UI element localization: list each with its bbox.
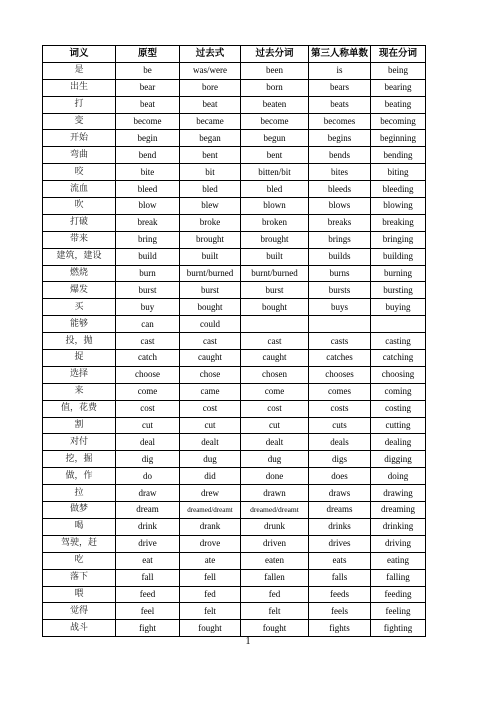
past-tense-cell: caught [180, 350, 241, 367]
meaning-cell: 战斗 [43, 620, 116, 637]
meaning-cell: 喂 [43, 586, 116, 603]
third-person-cell [309, 316, 371, 333]
present-participle-cell: feeling [371, 603, 426, 620]
past-participle-cell [241, 316, 309, 333]
table-header-row [43, 46, 426, 63]
meaning-cell: 咬 [43, 164, 116, 181]
past-tense-cell: drove [180, 535, 241, 552]
past-participle-cell: built [241, 248, 309, 265]
header-present-participle: 现在分词 [371, 46, 426, 63]
past-tense-cell: cut [180, 417, 241, 434]
past-participle-cell: burst [241, 282, 309, 299]
past-tense-cell: bore [180, 79, 241, 96]
meaning-cell: 是 [43, 62, 116, 79]
base-form-cell: bear [116, 79, 180, 96]
present-participle-cell: eating [371, 552, 426, 569]
meaning-cell: 捉 [43, 350, 116, 367]
table-row [43, 265, 426, 282]
present-participle-cell: catching [371, 350, 426, 367]
table-row [43, 316, 426, 333]
base-form-cell: fight [116, 620, 180, 637]
past-tense-cell: blew [180, 198, 241, 215]
third-person-cell: eats [309, 552, 371, 569]
present-participle-cell: bleeding [371, 181, 426, 198]
base-form-cell: dream [116, 502, 180, 519]
present-participle-cell: drawing [371, 485, 426, 502]
past-participle-cell: bent [241, 147, 309, 164]
table-row [43, 62, 426, 79]
meaning-cell: 落下 [43, 569, 116, 586]
header-meaning: 词义 [43, 46, 116, 63]
past-participle-cell: drunk [241, 518, 309, 535]
past-participle-cell: beaten [241, 96, 309, 113]
past-participle-cell: fallen [241, 569, 309, 586]
third-person-cell: digs [309, 451, 371, 468]
present-participle-cell: bursting [371, 282, 426, 299]
past-tense-cell: burnt/burned [180, 265, 241, 282]
past-participle-cell: felt [241, 603, 309, 620]
past-participle-cell: bled [241, 181, 309, 198]
past-tense-cell: drank [180, 518, 241, 535]
table-row [43, 350, 426, 367]
table-row [43, 518, 426, 535]
past-tense-cell: burst [180, 282, 241, 299]
base-form-cell: bring [116, 231, 180, 248]
past-tense-cell: fed [180, 586, 241, 603]
present-participle-cell: cutting [371, 417, 426, 434]
table-row [43, 535, 426, 552]
past-tense-cell: bit [180, 164, 241, 181]
past-participle-cell: cast [241, 333, 309, 350]
meaning-cell: 值，花费 [43, 400, 116, 417]
base-form-cell: can [116, 316, 180, 333]
meaning-cell: 买 [43, 299, 116, 316]
base-form-cell: catch [116, 350, 180, 367]
present-participle-cell: dreaming [371, 502, 426, 519]
third-person-cell: cuts [309, 417, 371, 434]
third-person-cell: feeds [309, 586, 371, 603]
present-participle-cell: becoming [371, 113, 426, 130]
base-form-cell: feel [116, 603, 180, 620]
base-form-cell: cost [116, 400, 180, 417]
past-tense-cell: fell [180, 569, 241, 586]
present-participle-cell: casting [371, 333, 426, 350]
meaning-cell: 觉得 [43, 603, 116, 620]
base-form-cell: bend [116, 147, 180, 164]
third-person-cell: draws [309, 485, 371, 502]
past-tense-cell: fought [180, 620, 241, 637]
third-person-cell: beats [309, 96, 371, 113]
present-participle-cell: biting [371, 164, 426, 181]
past-tense-cell: bent [180, 147, 241, 164]
table-row [43, 79, 426, 96]
third-person-cell: bursts [309, 282, 371, 299]
irregular-verb-table [42, 45, 426, 637]
meaning-cell: 建筑，建设 [43, 248, 116, 265]
table-row [43, 502, 426, 519]
base-form-cell: fall [116, 569, 180, 586]
present-participle-cell: fighting [371, 620, 426, 637]
third-person-cell: casts [309, 333, 371, 350]
meaning-cell: 能够 [43, 316, 116, 333]
third-person-cell: deals [309, 434, 371, 451]
meaning-cell: 打 [43, 96, 116, 113]
meaning-cell: 喝 [43, 518, 116, 535]
third-person-cell: bites [309, 164, 371, 181]
meaning-cell: 来 [43, 383, 116, 400]
table-row [43, 147, 426, 164]
past-tense-cell: dreamed/dreamt [180, 502, 241, 519]
past-participle-cell: become [241, 113, 309, 130]
meaning-cell: 拉 [43, 485, 116, 502]
table-row [43, 231, 426, 248]
present-participle-cell: bearing [371, 79, 426, 96]
table-row [43, 299, 426, 316]
present-participle-cell: bending [371, 147, 426, 164]
present-participle-cell: bringing [371, 231, 426, 248]
base-form-cell: burst [116, 282, 180, 299]
present-participle-cell: beginning [371, 130, 426, 147]
base-form-cell: blow [116, 198, 180, 215]
third-person-cell: buys [309, 299, 371, 316]
present-participle-cell: being [371, 62, 426, 79]
base-form-cell: cast [116, 333, 180, 350]
past-participle-cell: broken [241, 214, 309, 231]
base-form-cell: be [116, 62, 180, 79]
table-row [43, 569, 426, 586]
past-participle-cell: driven [241, 535, 309, 552]
third-person-cell: bends [309, 147, 371, 164]
present-participle-cell: drinking [371, 518, 426, 535]
third-person-cell: breaks [309, 214, 371, 231]
meaning-cell: 变 [43, 113, 116, 130]
past-tense-cell: dug [180, 451, 241, 468]
present-participle-cell: blowing [371, 198, 426, 215]
header-third-person-singular: 第三人称单数 [309, 46, 371, 63]
third-person-cell: falls [309, 569, 371, 586]
meaning-cell: 割 [43, 417, 116, 434]
third-person-cell: becomes [309, 113, 371, 130]
past-participle-cell: dug [241, 451, 309, 468]
third-person-cell: bleeds [309, 181, 371, 198]
base-form-cell: drive [116, 535, 180, 552]
third-person-cell: brings [309, 231, 371, 248]
past-tense-cell: came [180, 383, 241, 400]
table-row [43, 603, 426, 620]
meaning-cell: 出生 [43, 79, 116, 96]
meaning-cell: 开始 [43, 130, 116, 147]
past-participle-cell: been [241, 62, 309, 79]
past-participle-cell: come [241, 383, 309, 400]
table-row [43, 451, 426, 468]
meaning-cell: 对付 [43, 434, 116, 451]
past-participle-cell: dealt [241, 434, 309, 451]
third-person-cell: begins [309, 130, 371, 147]
table-row [43, 181, 426, 198]
meaning-cell: 燃烧 [43, 265, 116, 282]
past-tense-cell: broke [180, 214, 241, 231]
meaning-cell: 做梦 [43, 502, 116, 519]
past-tense-cell: bought [180, 299, 241, 316]
present-participle-cell: dealing [371, 434, 426, 451]
meaning-cell: 投，抛 [43, 333, 116, 350]
past-participle-cell: done [241, 468, 309, 485]
meaning-cell: 弯曲 [43, 147, 116, 164]
past-tense-cell: beat [180, 96, 241, 113]
past-tense-cell: felt [180, 603, 241, 620]
third-person-cell: comes [309, 383, 371, 400]
past-participle-cell: burnt/burned [241, 265, 309, 282]
past-participle-cell: fought [241, 620, 309, 637]
third-person-cell: feels [309, 603, 371, 620]
base-form-cell: do [116, 468, 180, 485]
base-form-cell: beat [116, 96, 180, 113]
base-form-cell: buy [116, 299, 180, 316]
table-row [43, 620, 426, 637]
past-tense-cell: bled [180, 181, 241, 198]
past-tense-cell: cast [180, 333, 241, 350]
table-row [43, 366, 426, 383]
present-participle-cell: feeding [371, 586, 426, 603]
past-participle-cell: caught [241, 350, 309, 367]
present-participle-cell: burning [371, 265, 426, 282]
base-form-cell: come [116, 383, 180, 400]
header-past-participle: 过去分词 [241, 46, 309, 63]
past-tense-cell: ate [180, 552, 241, 569]
past-tense-cell: could [180, 316, 241, 333]
past-participle-cell: dreamed/dreamt [241, 502, 309, 519]
base-form-cell: cut [116, 417, 180, 434]
present-participle-cell: digging [371, 451, 426, 468]
base-form-cell: burn [116, 265, 180, 282]
third-person-cell: is [309, 62, 371, 79]
base-form-cell: dig [116, 451, 180, 468]
past-participle-cell: bitten/bit [241, 164, 309, 181]
table-row [43, 485, 426, 502]
third-person-cell: fights [309, 620, 371, 637]
past-participle-cell: fed [241, 586, 309, 603]
past-tense-cell: did [180, 468, 241, 485]
past-tense-cell: began [180, 130, 241, 147]
base-form-cell: choose [116, 366, 180, 383]
past-participle-cell: brought [241, 231, 309, 248]
meaning-cell: 挖，掘 [43, 451, 116, 468]
present-participle-cell: choosing [371, 366, 426, 383]
present-participle-cell: building [371, 248, 426, 265]
page-number: 1 [245, 636, 251, 647]
meaning-cell: 打破 [43, 214, 116, 231]
table-row [43, 434, 426, 451]
table-row [43, 214, 426, 231]
table-row [43, 248, 426, 265]
third-person-cell: builds [309, 248, 371, 265]
present-participle-cell: falling [371, 569, 426, 586]
table-row [43, 164, 426, 181]
present-participle-cell: driving [371, 535, 426, 552]
base-form-cell: drink [116, 518, 180, 535]
third-person-cell: chooses [309, 366, 371, 383]
table-row [43, 113, 426, 130]
past-participle-cell: blown [241, 198, 309, 215]
meaning-cell: 带来 [43, 231, 116, 248]
meaning-cell: 吹 [43, 198, 116, 215]
table-row [43, 333, 426, 350]
base-form-cell: break [116, 214, 180, 231]
base-form-cell: begin [116, 130, 180, 147]
third-person-cell: catches [309, 350, 371, 367]
past-participle-cell: begun [241, 130, 309, 147]
table-row [43, 417, 426, 434]
past-participle-cell: bought [241, 299, 309, 316]
base-form-cell: build [116, 248, 180, 265]
past-participle-cell: cut [241, 417, 309, 434]
present-participle-cell: coming [371, 383, 426, 400]
past-tense-cell: dealt [180, 434, 241, 451]
meaning-cell: 流血 [43, 181, 116, 198]
past-participle-cell: drawn [241, 485, 309, 502]
present-participle-cell: costing [371, 400, 426, 417]
meaning-cell: 做，作 [43, 468, 116, 485]
past-participle-cell: cost [241, 400, 309, 417]
base-form-cell: become [116, 113, 180, 130]
third-person-cell: drinks [309, 518, 371, 535]
base-form-cell: feed [116, 586, 180, 603]
present-participle-cell: buying [371, 299, 426, 316]
third-person-cell: bears [309, 79, 371, 96]
base-form-cell: bleed [116, 181, 180, 198]
table-row [43, 282, 426, 299]
past-tense-cell: brought [180, 231, 241, 248]
past-tense-cell: cost [180, 400, 241, 417]
table-row [43, 198, 426, 215]
third-person-cell: burns [309, 265, 371, 282]
header-past-tense: 过去式 [180, 46, 241, 63]
meaning-cell: 吃 [43, 552, 116, 569]
table-row [43, 383, 426, 400]
past-tense-cell: built [180, 248, 241, 265]
third-person-cell: drives [309, 535, 371, 552]
present-participle-cell: breaking [371, 214, 426, 231]
table-row [43, 400, 426, 417]
past-tense-cell: chose [180, 366, 241, 383]
present-participle-cell: beating [371, 96, 426, 113]
table-row [43, 468, 426, 485]
past-participle-cell: eaten [241, 552, 309, 569]
meaning-cell: 选择 [43, 366, 116, 383]
base-form-cell: deal [116, 434, 180, 451]
past-tense-cell: drew [180, 485, 241, 502]
past-tense-cell: was/were [180, 62, 241, 79]
meaning-cell: 爆发 [43, 282, 116, 299]
past-participle-cell: chosen [241, 366, 309, 383]
past-tense-cell: became [180, 113, 241, 130]
table-row [43, 130, 426, 147]
base-form-cell: bite [116, 164, 180, 181]
meaning-cell: 驾驶，赶 [43, 535, 116, 552]
third-person-cell: costs [309, 400, 371, 417]
table-row [43, 552, 426, 569]
base-form-cell: eat [116, 552, 180, 569]
third-person-cell: blows [309, 198, 371, 215]
third-person-cell: dreams [309, 502, 371, 519]
present-participle-cell [371, 316, 426, 333]
header-base-form: 原型 [116, 46, 180, 63]
table-row [43, 96, 426, 113]
base-form-cell: draw [116, 485, 180, 502]
present-participle-cell: doing [371, 468, 426, 485]
past-participle-cell: born [241, 79, 309, 96]
table-row [43, 586, 426, 603]
third-person-cell: does [309, 468, 371, 485]
